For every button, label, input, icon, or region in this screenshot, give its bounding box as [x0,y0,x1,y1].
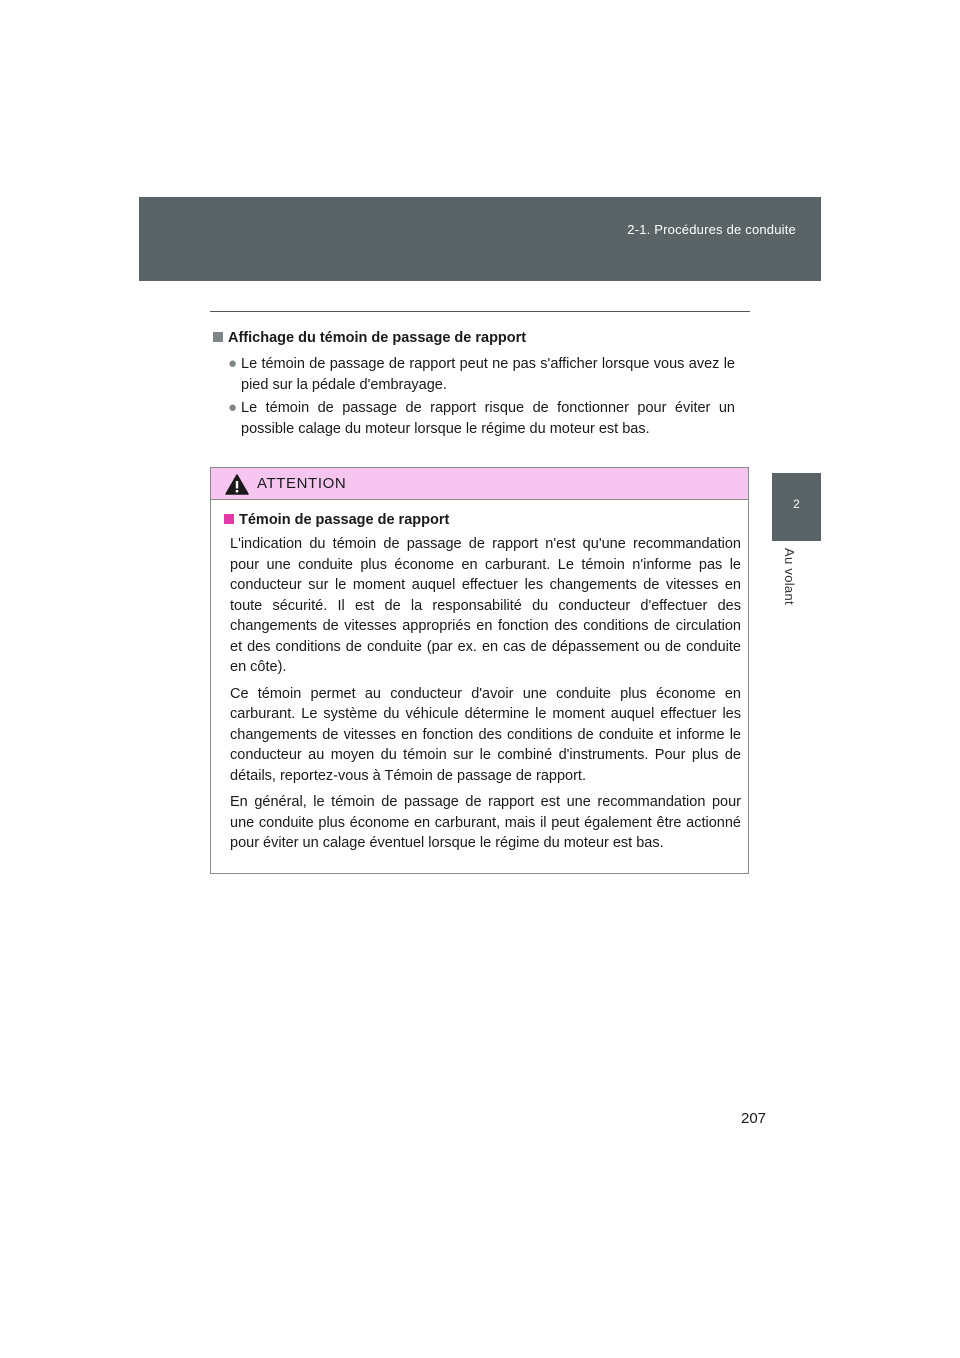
section-heading [213,330,526,346]
warning-title: ATTENTION [257,475,347,492]
warning-paragraph: En général, le témoin de passage de rapport est une recommandation pour une conduite plus économe en carburant, mais il peut également être actionné pour éviter un calage éventuel lorsque le régime du moteur est bas. [230,794,741,851]
list-item-text: Le témoin de passage de rapport peut ne pas s'afficher lorsque vous avez le pied sur la pédale d'embrayage. [241,356,735,393]
list-item [228,354,735,395]
warning-heading-text: Témoin de passage de rapport [239,512,450,528]
warning-box [210,467,749,874]
warning-paragraph: Ce témoin permet au conducteur d'avoir une conduite plus économe en carburant. Le système du véhicule détermine le moment auquel effectuer les changements de vitesses en fonction des conditions de conduite et informe le conducteur au moyen du témoin sur le combiné d'instruments. Pour plus de détails, reportez-vous à Témoin de passage de rapport. [230,685,741,784]
warning-body [211,500,748,854]
warning-paragraph: L'indication du témoin de passage de rapport n'est qu'une recommandation pour une conduite plus économe en carburant. Le témoin n'informe pas le conducteur sur le moment auquel effectuer les changements de vitesses en toute sécurité. Il est de la responsabilité du conducteur d'effectuer des changements de vitesses appropriés en fonction des conditions de circulation et des conditions de conduite (par ex. en cas de dépassement ou de conduite en côte). [230,536,741,675]
warning-header [211,468,748,500]
square-icon [224,514,234,524]
circle-bullet-icon: ● [228,399,238,416]
list-item-text: Le témoin de passage de rapport risque de fonctionner pour éviter un possible calage du moteur lorsque le régime du moteur est bas. [241,400,735,437]
section-header-bar [139,197,821,281]
section-title: 2-1. Procédures de conduite [627,222,796,237]
chapter-tab [772,473,821,541]
section-heading-text: Affichage du témoin de passage de rapport [228,330,527,346]
section-divider [210,311,750,312]
chapter-number: 2 [793,497,800,511]
page-number: 207 [741,1110,767,1127]
chapter-label: Au volant [782,548,797,605]
square-icon [213,332,223,342]
warning-heading [224,512,741,528]
list-item [228,398,735,439]
warning-triangle-icon [225,474,249,495]
circle-bullet-icon: ● [228,355,238,372]
